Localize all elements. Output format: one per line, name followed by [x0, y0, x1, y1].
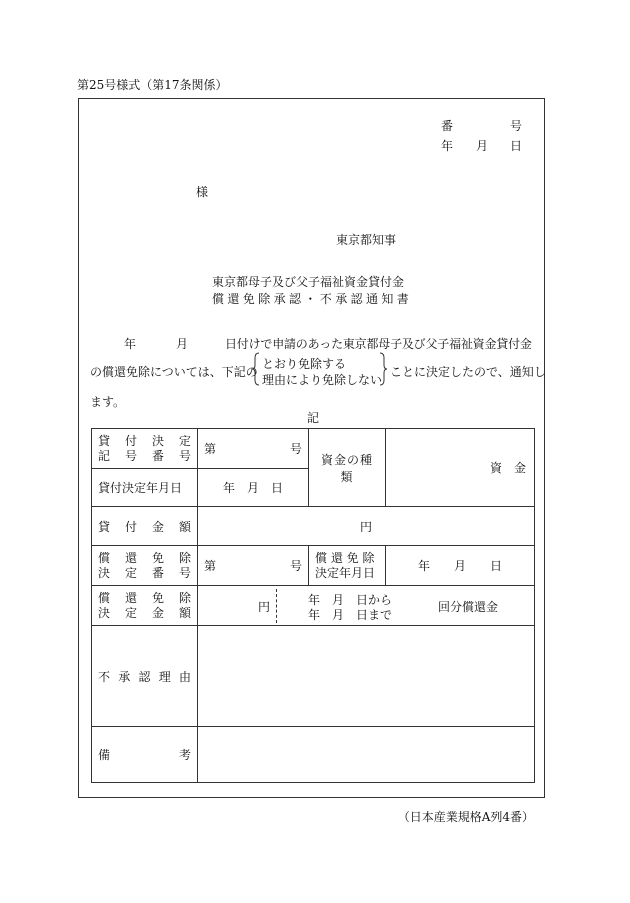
fund-type-value: 資 金 — [386, 429, 535, 507]
form-number-label: 第25号様式（第17条関係） — [77, 78, 228, 92]
exemption-amount-label: 償 還 免 除 決 定 金 額 — [92, 586, 198, 626]
remarks-value — [198, 727, 535, 783]
period-from: 年 月 日から — [308, 593, 393, 607]
paper-size-note: （日本産業規格A列4番） — [397, 810, 534, 824]
loan-amount-label: 貸 付 金 額 — [92, 507, 198, 546]
body-month: 月 — [176, 337, 189, 351]
right-brace — [378, 352, 388, 386]
body-line2-prefix: の償還免除については、下記の — [90, 365, 258, 379]
option-not-exempt: 理由により免除しない — [262, 373, 383, 387]
date-month: 月 — [476, 139, 489, 153]
date-year: 年 — [441, 139, 454, 153]
loan-decision-number-label: 貸 付 決 定 記 号 番 号 — [92, 429, 198, 469]
record-mark: 記 — [307, 411, 320, 425]
rejection-reason-label: 不 承 認 理 由 — [92, 626, 198, 727]
body-line2-suffix: ことに決定したので、通知し — [390, 365, 546, 379]
addressee-suffix: 様 — [196, 185, 209, 199]
details-table — [91, 428, 535, 783]
loan-decision-date-value: 年 月 日 — [198, 469, 309, 507]
body-year: 年 — [124, 337, 137, 351]
remarks-label: 備 考 — [92, 727, 198, 783]
period-to: 年 月 日まで — [308, 608, 393, 622]
exemption-date-value: 年 月 日 — [386, 546, 535, 586]
loan-decision-number-value: 第 号 — [198, 429, 309, 469]
left-brace — [251, 352, 261, 386]
fund-type-label: 資金の種類 — [309, 429, 386, 507]
dashed-divider — [276, 589, 277, 623]
exemption-number-value: 第 号 — [198, 546, 309, 586]
body-line1: 日付けで申請のあった東京都母子及び父子福祉資金貸付金 — [225, 337, 532, 351]
exemption-number-label: 償 還 免 除 決 定 番 号 — [92, 546, 198, 586]
document-title-line2: 償還免除承認・不承認通知書 — [212, 292, 413, 306]
loan-amount-value: 円 — [198, 507, 535, 546]
date-day: 日 — [510, 139, 523, 153]
body-line3: ます。 — [90, 395, 126, 409]
document-title-line1: 東京都母子及び父子福祉資金貸付金 — [212, 275, 405, 289]
issuer-name: 東京都知事 — [336, 233, 397, 247]
loan-decision-date-label: 貸付決定年月日 — [92, 469, 198, 507]
exemption-amount-yen: 円 — [258, 600, 271, 614]
option-exempt: とおり免除する — [262, 357, 347, 371]
number-label: 番 — [441, 119, 454, 133]
number-suffix: 号 — [510, 119, 523, 133]
installment-label: 回分償還金 — [438, 600, 499, 614]
rejection-reason-value — [198, 626, 535, 727]
exemption-date-label: 償 還 免 除 決定年月日 — [309, 546, 386, 586]
exemption-amount-value — [198, 586, 535, 626]
